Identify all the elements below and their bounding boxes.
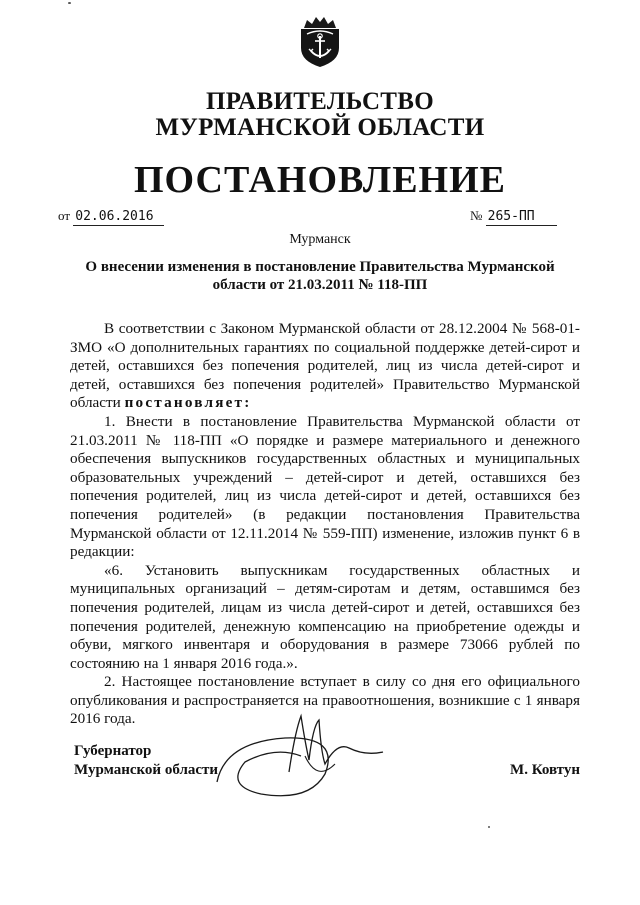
document-type-title: ПОСТАНОВЛЕНИЕ (133, 159, 507, 201)
government-title-line1: ПРАВИТЕЛЬСТВО (206, 88, 434, 115)
decree-number (470, 208, 557, 226)
city-name: Мурманск (289, 232, 351, 247)
decree-date (58, 208, 164, 226)
intro-text: В соответствии с Законом Мурманской области от 28.12.2004 № 568-01-ЗМО «О дополнительных гарантиях по социальной поддержке детей-сирот и детей, оставшихся без попечения родителей, лиц из числа детей-сирот и детей, оставшихся без попечения родителей» Правительство Мурманской области (70, 320, 580, 412)
date-value: 02.06.2016 (73, 209, 163, 226)
signer-position-line1: Губернатор (74, 743, 152, 759)
signer-position-line2: Мурманской области (74, 762, 219, 778)
handwritten-signature (205, 712, 415, 812)
decree-word: постановляет: (124, 394, 252, 412)
government-title-line2: МУРМАНСКОЙ ОБЛАСТИ (155, 114, 485, 141)
scan-speck (488, 826, 490, 828)
item-6-paragraph: «6. Установить выпускникам государственных областных и муниципальных организаций – детям-сиротам и детям, оставшимся без попечения родителей, лицам из числа детей-сирот и детей, оставшихся без попечения родителей, денежную компенсацию на приобретение одежды и обуви, мягкого инвентаря и оборудования в размере 73066 рублей по состоянию на 1 января 2016 года.». (70, 561, 580, 672)
number-value: 265-ПП (486, 209, 557, 226)
intro-paragraph (70, 320, 580, 413)
decree-body (70, 320, 580, 729)
coat-of-arms-icon (298, 14, 342, 68)
scan-speck (68, 2, 71, 4)
date-prefix: от (58, 208, 71, 223)
number-prefix: № (470, 208, 483, 223)
decree-subject: О внесении изменения в постановление Правительства Мурманской области от 21.03.2011 № 118-ПП (85, 259, 555, 293)
item-1-paragraph: 1. Внести в постановление Правительства Мурманской области от 21.03.2011 № 118-ПП «О порядке и размере материального и денежного обеспечения выпускников государственных областных и муниципальных образовательных учреждений – детей-сирот и детей, оставшихся без попечения родителей, лиц из числа детей-сирот и детей, оставшихся без попечения родителей» (в редакции постановления Правительства Мурманской области от 12.11.2014 № 559-ПП) изменение, изложив пункт 6 в редакции: (70, 412, 580, 561)
item-2-paragraph: 2. Настоящее постановление вступает в силу со дня его официального опубликования и распространяется на правоотношения, возникшие с 1 января 2016 года. (70, 673, 580, 728)
signer-position (74, 742, 218, 780)
signer-name: М. Ковтун (510, 762, 580, 778)
